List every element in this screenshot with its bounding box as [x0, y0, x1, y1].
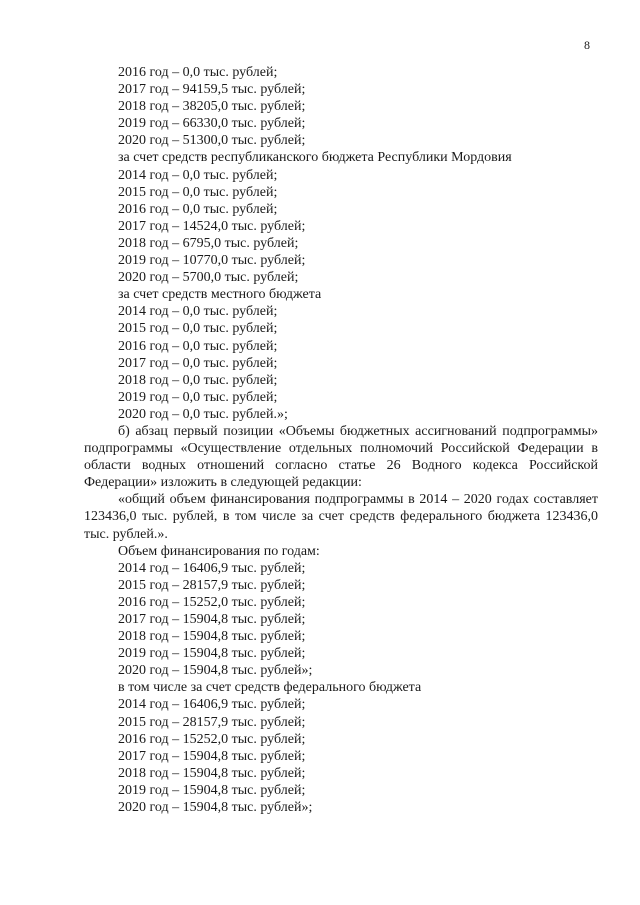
list-item: 2015 год – 28157,9 тыс. рублей;: [118, 714, 306, 730]
list-item: 2015 год – 0,0 тыс. рублей;: [118, 184, 278, 200]
list-item: 2015 год – 0,0 тыс. рублей;: [118, 321, 278, 337]
list-item: 2018 год – 6795,0 тыс. рублей;: [118, 235, 299, 251]
list-item: 2014 год – 16406,9 тыс. рублей;: [118, 560, 306, 576]
local-budget-heading: за счет средств местного бюджета: [118, 287, 322, 303]
by-years-list: [84, 560, 598, 680]
list-item: 2016 год – 15252,0 тыс. рублей;: [118, 594, 306, 610]
list-item: 2015 год – 28157,9 тыс. рублей;: [118, 577, 306, 593]
list-item: 2018 год – 38205,0 тыс. рублей;: [118, 99, 306, 115]
list-item: 2020 год – 0,0 тыс. рублей.»;: [118, 406, 288, 422]
list-item: 2017 год – 0,0 тыс. рублей;: [118, 355, 278, 371]
paragraph-b: б) абзац первый позиции «Объемы бюджетных ассигнований подпрограммы» подпрограммы «Осуществление отдельных полномочий Российской Федерации в области водных отношений согласно статье 26 Водного кодекса Российской Федерации» изложить в следующей редакции:: [84, 423, 598, 491]
local-year-list: [84, 303, 598, 423]
list-item: 2019 год – 10770,0 тыс. рублей;: [118, 253, 306, 269]
list-item: 2020 год – 5700,0 тыс. рублей;: [118, 270, 299, 286]
list-item: 2018 год – 15904,8 тыс. рублей;: [118, 765, 306, 781]
list-item: 2019 год – 66330,0 тыс. рублей;: [118, 116, 306, 132]
list-item: 2017 год – 15904,8 тыс. рублей;: [118, 748, 306, 764]
list-item: 2019 год – 0,0 тыс. рублей;: [118, 389, 278, 405]
list-item: 2016 год – 0,0 тыс. рублей;: [118, 201, 278, 217]
list-item: 2019 год – 15904,8 тыс. рублей;: [118, 646, 306, 662]
list-item: 2018 год – 0,0 тыс. рублей;: [118, 372, 278, 388]
by-years-heading: Объем финансирования по годам:: [118, 543, 320, 559]
list-item: 2017 год – 15904,8 тыс. рублей;: [118, 612, 306, 627]
list-item: 2019 год – 15904,8 тыс. рублей;: [118, 782, 306, 798]
list-item: 2014 год – 0,0 тыс. рублей;: [118, 304, 278, 320]
federal-year-list: [84, 696, 598, 816]
top-year-list: [84, 64, 598, 149]
list-item: 2017 год – 94159,5 тыс. рублей;: [118, 82, 306, 98]
page-number: 8: [584, 38, 590, 52]
list-item: 2016 год – 0,0 тыс. рублей;: [118, 338, 278, 354]
republic-budget-heading: за счет средств республиканского бюджета Республики Мордовия: [118, 150, 512, 166]
list-item: 2014 год – 16406,9 тыс. рублей;: [118, 697, 306, 713]
list-item: 2018 год – 15904,8 тыс. рублей;: [118, 629, 306, 645]
list-item: 2016 год – 15252,0 тыс. рублей;: [118, 731, 306, 747]
paragraph-total-funding: «общий объем финансирования подпрограммы в 2014 – 2020 годах составляет 123436,0 тыс. рублей, в том числе за счет средств федерального бюджета 123436,0 тыс. рублей.».: [84, 492, 598, 542]
list-item: 2020 год – 15904,8 тыс. рублей»;: [118, 800, 313, 816]
republic-year-list: [84, 167, 598, 287]
list-item: 2020 год – 15904,8 тыс. рублей»;: [118, 663, 313, 679]
list-item: 2016 год – 0,0 тыс. рублей;: [118, 65, 278, 80]
federal-budget-heading: в том числе за счет средств федерального бюджета: [118, 680, 422, 696]
list-item: 2020 год – 51300,0 тыс. рублей;: [118, 133, 306, 149]
list-item: 2017 год – 14524,0 тыс. рублей;: [118, 218, 306, 234]
document-body: [84, 64, 598, 816]
list-item: 2014 год – 0,0 тыс. рублей;: [118, 167, 278, 183]
